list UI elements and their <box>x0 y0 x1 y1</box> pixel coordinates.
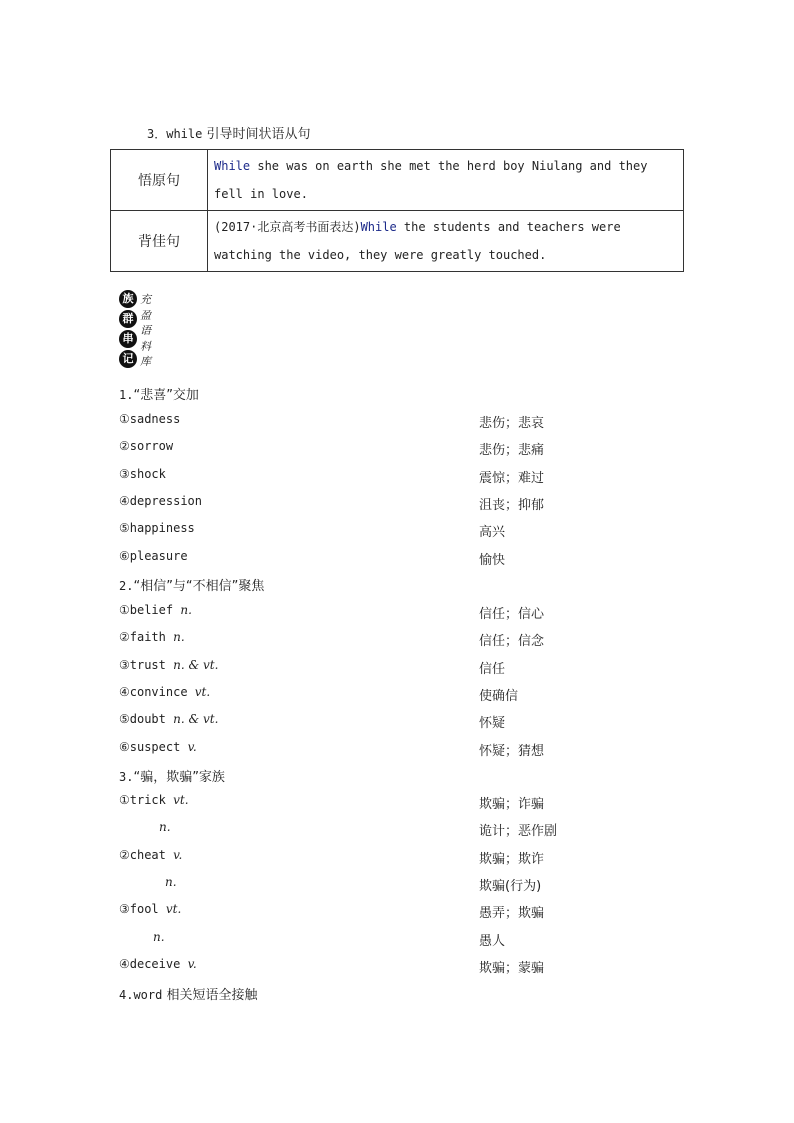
vocab-word: ③trust n. & vt. <box>119 657 219 672</box>
vocab-meaning: 信任 <box>479 661 506 677</box>
badge-side-text <box>140 292 154 370</box>
vocab-word: ③fool vt. <box>119 902 182 917</box>
heading-text: 引导时间状语从句 <box>206 127 311 142</box>
list-item <box>119 467 619 487</box>
list-item <box>119 494 619 514</box>
list-item <box>119 685 619 705</box>
part-of-speech: v. <box>173 847 183 862</box>
vocab-word <box>165 875 177 889</box>
list-item <box>119 658 619 678</box>
part-of-speech: v. <box>187 956 197 971</box>
list-item <box>119 712 619 732</box>
section-number: 3. <box>119 770 134 784</box>
section-badge-icon <box>119 290 159 374</box>
vocab-word: ⑤happiness <box>119 521 195 536</box>
list-item <box>119 957 619 977</box>
sentence-rest: the students and teachers were watching the video, they were greatly touched. <box>214 220 621 262</box>
example-sentence-table <box>110 149 684 272</box>
list-item <box>119 412 619 432</box>
heading-number: 3． <box>147 127 167 141</box>
badge-char: 记 <box>119 350 137 368</box>
section-title <box>119 575 264 594</box>
vocab-word: ⑥pleasure <box>119 548 188 563</box>
part-of-speech: vt. <box>173 793 189 807</box>
row-sentence <box>208 211 684 272</box>
list-item <box>119 875 619 895</box>
vocab-word <box>153 930 165 944</box>
badge-char: 串 <box>119 330 137 348</box>
section-title-text: 相关短语全接触 <box>162 988 258 1003</box>
table-row <box>111 150 684 211</box>
highlight-word: While <box>360 220 397 234</box>
vocab-word: ③shock <box>119 466 166 481</box>
vocab-meaning: 欺骗；蒙骗 <box>479 960 545 976</box>
vocab-meaning: 愉快 <box>479 552 506 568</box>
vocab-meaning: 悲伤；悲哀 <box>479 416 545 431</box>
part-of-speech: vt. <box>194 684 211 699</box>
vocab-word: ⑤doubt n. & vt. <box>119 712 219 727</box>
vocab-word: ②faith n. <box>119 630 185 645</box>
list-item <box>119 930 619 950</box>
list-item <box>119 549 619 569</box>
heading-keyword: while <box>166 127 203 141</box>
badge-side-char: 料 <box>140 339 151 353</box>
list-item <box>119 902 619 922</box>
vocab-meaning: 诡计；恶作剧 <box>479 824 558 840</box>
vocab-word: ①sadness <box>119 412 181 426</box>
list-item <box>119 630 619 650</box>
list-item <box>119 848 619 868</box>
vocab-meaning: 愚弄；欺骗 <box>479 906 545 922</box>
badge-side-char: 充 <box>140 293 151 306</box>
vocab-meaning: 怀疑 <box>479 716 506 732</box>
list-item <box>119 820 619 840</box>
list-item <box>119 740 619 760</box>
vocab-meaning: 震惊；难过 <box>479 470 545 486</box>
part-of-speech: n. & vt. <box>173 712 219 727</box>
vocab-word: ②cheat v. <box>119 847 183 862</box>
part-of-speech: n. <box>173 630 185 645</box>
vocab-meaning: 使确信 <box>479 688 519 704</box>
section-title-text: “骗，欺骗”家族 <box>133 770 225 785</box>
table-row <box>111 211 684 272</box>
section-title <box>119 766 225 785</box>
vocab-word: ④depression <box>119 493 203 508</box>
vocab-meaning: 怀疑；猜想 <box>479 743 545 759</box>
source-note: (2017·北京高考书面表达) <box>214 220 361 234</box>
section-keyword: word <box>133 988 163 1002</box>
vocab-word: ①belief n. <box>119 603 192 617</box>
section-title-text: “相信”与“不相信”聚焦 <box>133 579 265 594</box>
vocab-word: ②sorrow <box>119 439 174 454</box>
vocab-word: ④deceive v. <box>119 956 197 971</box>
badge-side-char: 库 <box>140 355 151 368</box>
vocab-meaning: 欺骗；诈骗 <box>479 797 545 812</box>
badge-side-char: 盈 <box>140 308 151 322</box>
section-title <box>119 984 258 1003</box>
list-item <box>119 439 619 459</box>
vocab-word: ④convince vt. <box>119 684 211 699</box>
vocab-meaning: 信任；信心 <box>479 607 545 622</box>
section-number: 2. <box>119 579 134 593</box>
section-heading-while <box>147 123 311 142</box>
vocab-word: ①trick vt. <box>119 793 189 807</box>
part-of-speech: v. <box>187 739 197 754</box>
row-sentence <box>208 150 684 211</box>
part-of-speech: n. & vt. <box>173 657 219 672</box>
vocab-meaning: 欺骗；欺诈 <box>479 851 545 867</box>
list-item <box>119 521 619 541</box>
vocab-meaning: 沮丧；抑郁 <box>479 497 545 513</box>
badge-side-char: 语 <box>140 324 151 337</box>
badge-char: 群 <box>119 310 137 328</box>
part-of-speech: vt. <box>165 902 182 917</box>
row-label: 背佳句 <box>111 211 208 272</box>
part-of-speech: n. <box>165 874 177 889</box>
vocab-meaning: 信任；信念 <box>479 634 545 650</box>
row-label: 悟原句 <box>111 150 208 211</box>
part-of-speech: n. <box>159 820 171 835</box>
part-of-speech: n. <box>180 603 192 617</box>
vocab-meaning: 高兴 <box>479 525 506 541</box>
list-item <box>119 793 619 813</box>
part-of-speech: n. <box>153 929 165 944</box>
section-title-text: “悲喜”交加 <box>133 388 199 403</box>
vocab-word <box>159 820 171 834</box>
vocab-word: ⑥suspect v. <box>119 739 197 754</box>
vocab-meaning: 悲伤；悲痛 <box>479 443 545 459</box>
sentence-rest: she was on earth she met the herd boy Niulang and they fell in love. <box>214 159 648 201</box>
section-number: 1. <box>119 388 134 402</box>
vocab-meaning: 欺骗(行为) <box>479 878 542 894</box>
section-number: 4. <box>119 988 134 1002</box>
section-title <box>119 384 199 403</box>
badge-char: 族 <box>119 290 137 308</box>
list-item <box>119 603 619 623</box>
vocab-meaning: 愚人 <box>479 933 506 949</box>
highlight-word: While <box>214 159 251 173</box>
